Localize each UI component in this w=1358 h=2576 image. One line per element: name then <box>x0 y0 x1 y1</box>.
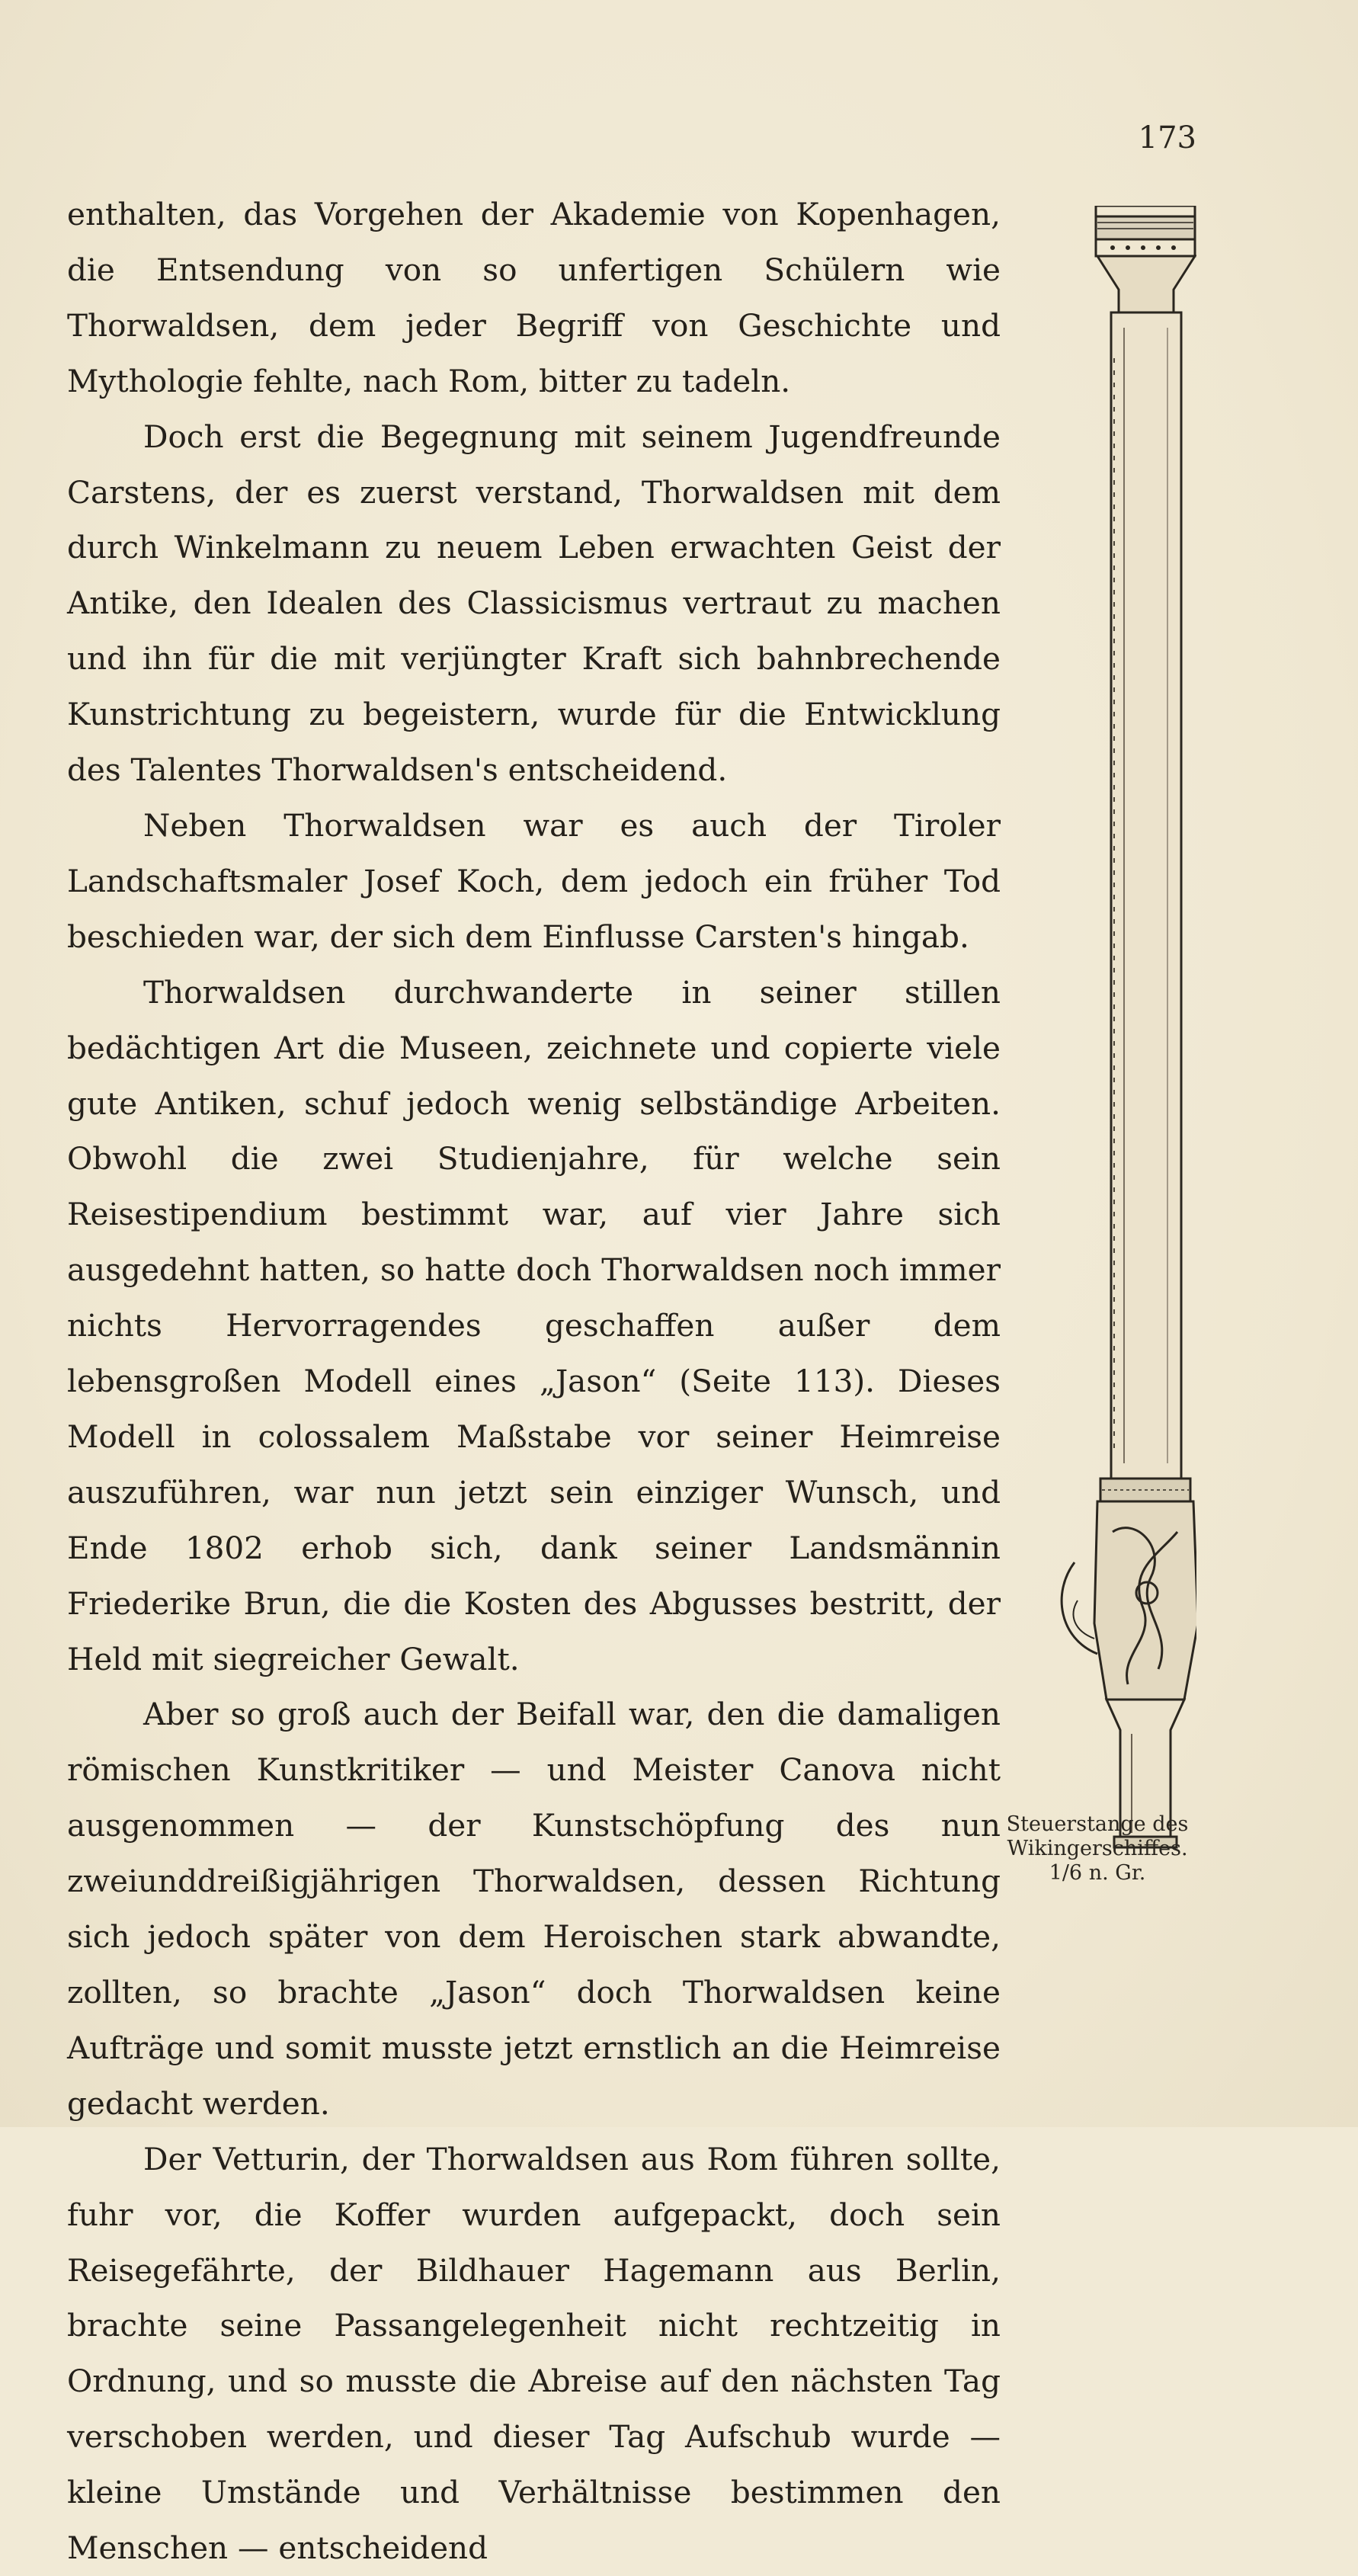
steering-oar-icon <box>1021 206 1196 1852</box>
page-number: 173 <box>1138 120 1196 155</box>
paragraph-1: enthalten, das Vorgehen der Akademie von Kopenhagen, die Entsendung von so unfertigen Schülern wie Thorwaldsen, dem jeder Begriff von Geschichte und Mythologie fehlte, nach Rom, bitter zu tadeln. <box>67 196 1001 399</box>
caption-line-3: 1/6 n. Gr. <box>1049 1861 1146 1885</box>
paragraph-3: Neben Thorwaldsen war es auch der Tiroler Landschaftsmaler Josef Koch, dem jedoch ein früher Tod beschieden war, der sich dem Einflusse Carsten's hingab. <box>67 806 1001 955</box>
body-text <box>67 187 1001 2576</box>
paragraph-2: Doch erst die Begegnung mit seinem Jugendfreunde Carstens, der es zuerst verstand, Thorwaldsen mit dem durch Winkelmann zu neuem Leben erwachten Geist der Antike, den Idealen des Classicismus vertraut zu machen und ihn für die mit verjüngter Kraft sich bahnbrechende Kunstrichtung zu begeistern, wurde für die Entwicklung des Talentes Thorwaldsen's entscheidend. <box>67 418 1001 789</box>
caption-line-1: Steuerstange des <box>1006 1812 1189 1836</box>
figure-caption <box>998 1812 1196 1886</box>
paragraph-6: Der Vetturin, der Thorwaldsen aus Rom führen sollte, fuhr vor, die Koffer wurden aufgepackt, doch sein Reisegefährte, der Bildhauer Hagemann aus Berlin, brachte seine Passangelegenheit nicht rechtzeitig in Ordnung, und so musste die Abreise auf den nächsten Tag verschoben werden, und dieser Tag Aufschub wurde — kleine Umstände und Verhältnisse bestimmen den Menschen — entscheidend <box>67 2140 1001 2567</box>
paragraph-5: Aber so groß auch der Beifall war, den die damaligen römischen Kunstkritiker — und Meister Canova nicht ausgenommen — der Kunstschöpfung des nun zweiunddreißigjährigen Thorwaldsen, dessen Richtung sich jedoch später von dem Heroischen stark abwandte, zollten, so brachte „Jason“ doch Thorwaldsen keine Aufträge und somit musste jetzt ernstlich an die Heimreise gedacht werden. <box>67 1696 1001 2122</box>
steering-oar-illustration <box>1021 206 1196 1852</box>
paragraph-4: Thorwaldsen durchwanderte in seiner stillen bedächtigen Art die Museen, zeichnete und copierte viele gute Antiken, schuf jedoch wenig selbständige Arbeiten. Obwohl die zwei Studienjahre, für welche sein Reisestipendium bestimmt war, auf vier Jahre sich ausgedehnt hatten, so hatte doch Thorwaldsen noch immer nichts Hervorragendes geschaffen außer dem lebensgroßen Modell eines „Jason“ (Seite 113). Dieses Modell in colossalem Maßstabe vor seiner Heimreise auszuführen, war nun jetzt sein einziger Wunsch, und Ende 1802 erhob sich, dank seiner Landsmännin Friederike Brun, die die Kosten des Abgusses bestritt, der Held mit siegreicher Gewalt. <box>67 973 1001 1677</box>
caption-line-2: Wikingerschiffes. <box>1007 1837 1188 1860</box>
